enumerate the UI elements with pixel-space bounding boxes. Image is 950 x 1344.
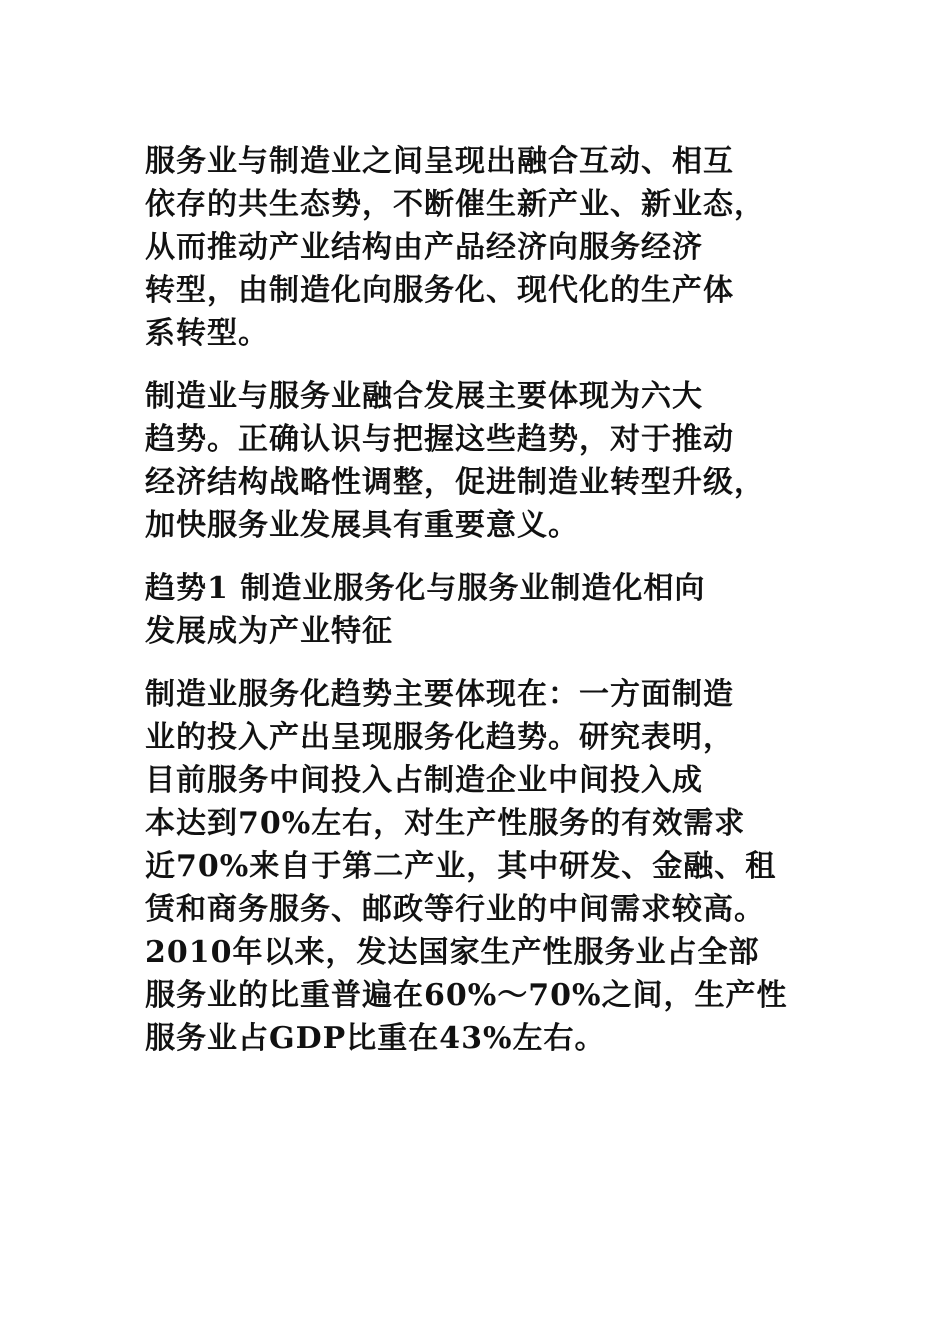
text-line: 服务业与制造业之间呈现出融合互动、相互	[145, 144, 734, 179]
text-line: 转型，由制造化向服务化、现代化的生产体	[145, 273, 734, 308]
text-line: 2010年以来，发达国家生产性服务业占全部	[145, 935, 760, 970]
text-line: 制造业服务化趋势主要体现在：一方面制造	[145, 677, 734, 712]
text-line: 服务业的比重普遍在60%～70%之间，生产性	[145, 978, 788, 1013]
text-line: 从而推动产业结构由产品经济向服务经济	[145, 230, 703, 265]
paragraph-six-trends	[145, 375, 825, 547]
text-line: 目前服务中间投入占制造企业中间投入成	[145, 763, 703, 798]
text-line: 本达到70%左右，对生产性服务的有效需求	[145, 806, 746, 841]
paragraph-intro	[145, 140, 825, 355]
text-line: 经济结构战略性调整，促进制造业转型升级，	[145, 465, 765, 500]
text-line: 服务业占GDP比重在43%左右。	[145, 1021, 606, 1056]
text-line: 加快服务业发展具有重要意义。	[145, 508, 579, 543]
text-line: 依存的共生态势，不断催生新产业、新业态，	[145, 187, 765, 222]
document-body	[145, 140, 825, 1080]
text-line: 赁和商务服务、邮政等行业的中间需求较高。	[145, 892, 765, 927]
text-line: 系转型。	[145, 316, 269, 351]
text-line: 近70%来自于第二产业，其中研发、金融、租	[145, 849, 777, 884]
heading-line: 趋势1 制造业服务化与服务业制造化相向	[145, 571, 706, 606]
paragraph-manufacturing-servitization	[145, 673, 825, 1060]
text-line: 趋势。正确认识与把握这些趋势，对于推动	[145, 422, 734, 457]
section-heading-trend-1	[145, 567, 825, 653]
text-line: 制造业与服务业融合发展主要体现为六大	[145, 379, 703, 414]
heading-line: 发展成为产业特征	[145, 614, 393, 649]
text-line: 业的投入产出呈现服务化趋势。研究表明，	[145, 720, 734, 755]
